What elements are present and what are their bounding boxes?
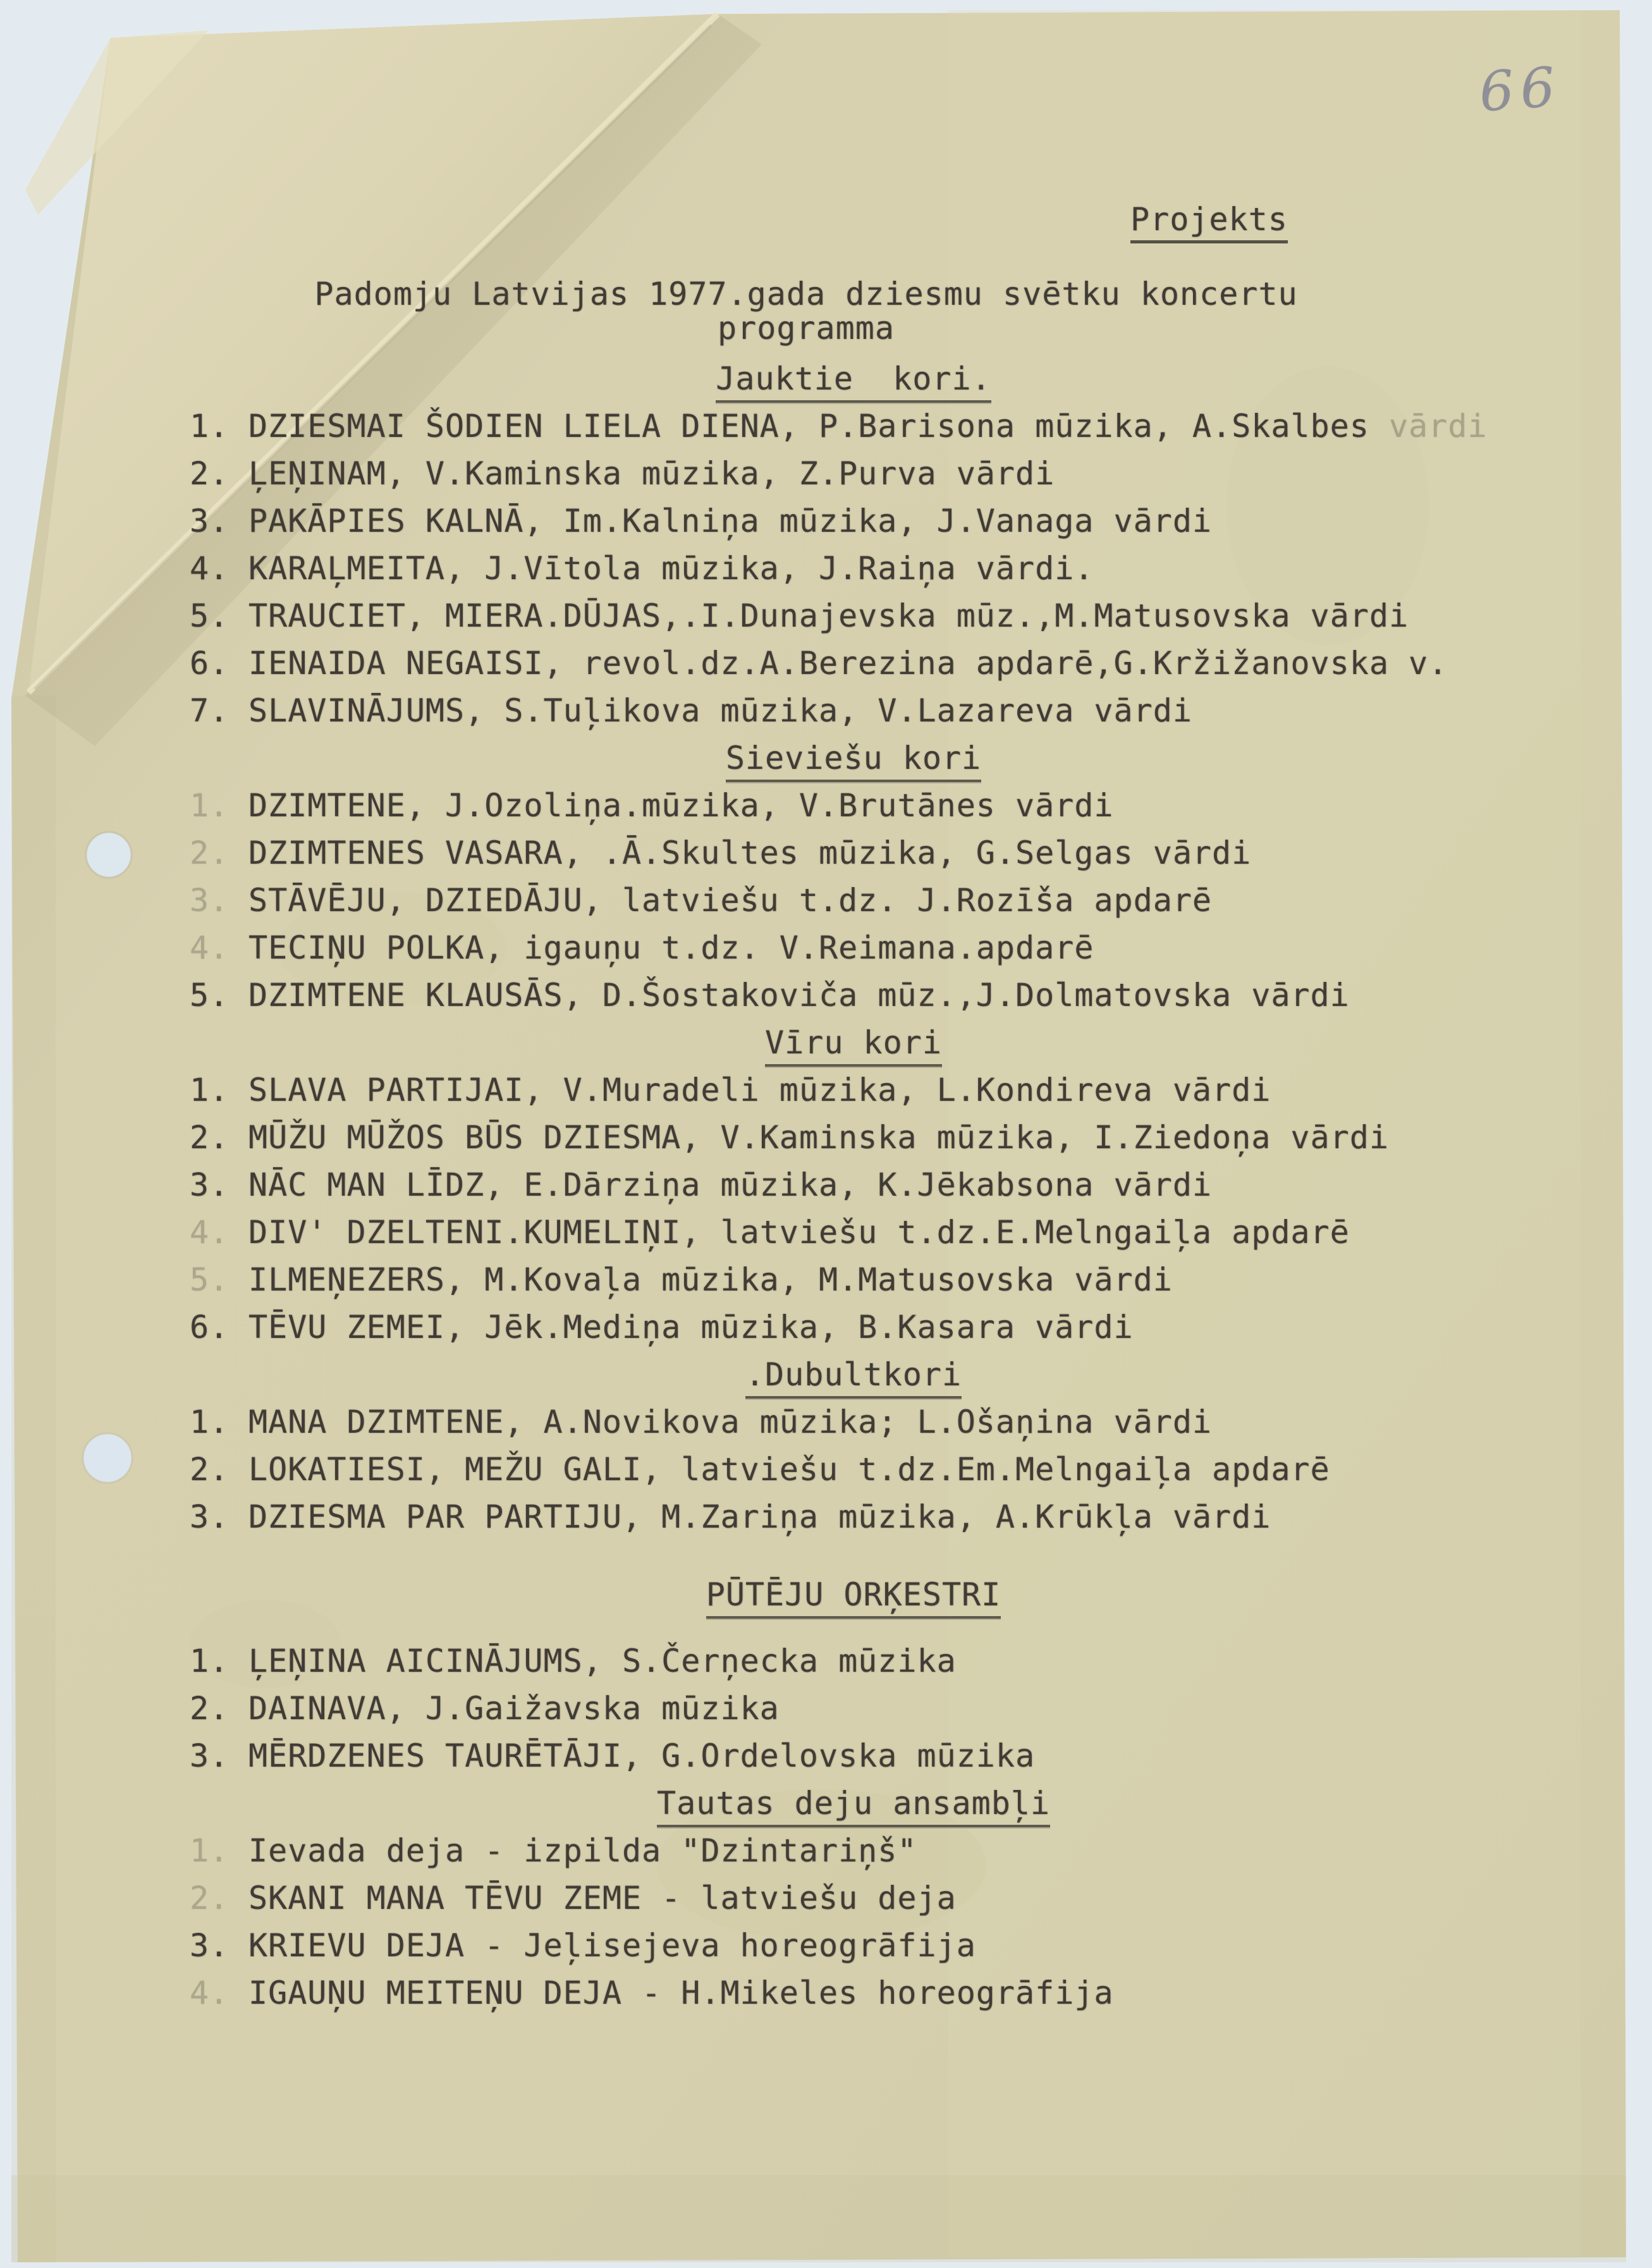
program-item — [190, 640, 1517, 687]
item-text: DZIESMA PAR PARTIJU, M.Zariņa mūzika, A.Krūkļa vārdi — [248, 1499, 1271, 1535]
program-item — [190, 687, 1517, 735]
item-text: KARAĻMEITA, J.Vītola mūzika, J.Raiņa vārdi. — [248, 550, 1094, 587]
section-header-line — [190, 1019, 1517, 1067]
item-number: 4. — [190, 929, 229, 966]
item-text: SLAVA PARTIJAI, V.Muradeli mūzika, L.Kondireva vārdi — [248, 1072, 1271, 1108]
item-text: STĀVĒJU, DZIEDĀJU, latviešu t.dz. J.Rozīša apdarē — [248, 882, 1213, 919]
item-text: MĒRDZENES TAURĒTĀJI, G.Ordelovska mūzika — [248, 1738, 1036, 1774]
program-item — [190, 782, 1517, 830]
program-item — [190, 1685, 1517, 1732]
item-number: 1. — [190, 1832, 229, 1869]
program-item — [190, 1446, 1517, 1493]
item-text: DZIMTENE, J.Ozoliņa.mūzika, V.Brutānes vārdi — [248, 787, 1114, 824]
title-line-2: programma — [718, 310, 895, 346]
item-text: DZIESMAI ŠODIEN LIELA DIENA, P.Barisona mūzika, A.Skalbes — [248, 408, 1389, 444]
item-number: 5. — [190, 1261, 229, 1298]
program-item — [190, 830, 1517, 877]
item-text: Ievada deja - izpilda "Dzintariņš" — [248, 1832, 917, 1869]
item-text: NĀC MAN LĪDZ, E.Dārziņa mūzika, K.Jēkabsona vārdi — [248, 1167, 1213, 1203]
program-item — [190, 1732, 1517, 1780]
item-number: 2. — [190, 1451, 229, 1488]
item-number: 3. — [190, 1499, 229, 1535]
item-text: ĻEŅINA AICINĀJUMS, S.Čerņecka mūzika — [248, 1643, 957, 1679]
item-number: 4. — [190, 1975, 229, 2011]
item-text: ĻEŅINAM, V.Kaminska mūzika, Z.Purva vārdi — [248, 455, 1055, 492]
item-number: 1. — [190, 787, 229, 824]
program-item — [190, 1256, 1517, 1304]
item-number: 3. — [190, 503, 229, 539]
item-text: MŪŽU MŪŽOS BŪS DZIESMA, V.Kaminska mūzika, I.Ziedoņa vārdi — [248, 1119, 1389, 1156]
item-number: 4. — [190, 1214, 229, 1251]
program-item — [190, 1067, 1517, 1114]
item-text: SKANI MANA TĒVU ZEME - latviešu deja — [248, 1880, 957, 1916]
program-item — [190, 1304, 1517, 1351]
item-number: 5. — [190, 977, 229, 1014]
section-header-line — [190, 1571, 1517, 1619]
program-item — [190, 924, 1517, 972]
item-number: 2. — [190, 1880, 229, 1916]
item-number: 1. — [190, 408, 229, 444]
section-header: Sieviešu kori — [726, 737, 981, 782]
program-item — [190, 1399, 1517, 1446]
program-sections — [190, 355, 1517, 2017]
item-number: 3. — [190, 882, 229, 919]
item-number: 5. — [190, 598, 229, 634]
program-item — [190, 1638, 1517, 1685]
section-header: Tautas deju ansambļi — [657, 1782, 1050, 1827]
item-text: SLAVINĀJUMS, S.Tuļikova mūzika, V.Lazareva vārdi — [248, 692, 1192, 729]
item-text: DIV' DZELTENI.KUMELIŅI, latviešu t.dz.E.Melngaiļa apdarē — [248, 1214, 1350, 1251]
program-item — [190, 1114, 1517, 1162]
program-item — [190, 545, 1517, 592]
program-item — [190, 1875, 1517, 1922]
program-item — [190, 1209, 1517, 1256]
item-number: 1. — [190, 1072, 229, 1108]
item-number: 1. — [190, 1643, 229, 1679]
program-item — [190, 403, 1517, 450]
item-text: TĒVU ZEMEI, Jēk.Mediņa mūzika, B.Kasara vārdi — [248, 1309, 1134, 1345]
item-number: 1. — [190, 1404, 229, 1440]
item-text-tail: vārdi — [1388, 408, 1488, 444]
section-header: .Dubultkori — [745, 1354, 962, 1399]
document-label-projekts: Projekts — [1130, 201, 1288, 243]
program-item — [190, 972, 1517, 1019]
section-header: PŪTĒJU ORĶESTRI — [706, 1574, 1001, 1619]
section-header: Jauktie kori. — [716, 358, 991, 403]
item-text: KRIEVU DEJA - Jeļisejeva horeogrāfija — [248, 1927, 976, 1964]
program-item — [190, 877, 1517, 924]
program-item — [190, 450, 1517, 498]
item-number: 2. — [190, 1690, 229, 1727]
item-text: LOKATIESI, MEŽU GALI, latviešu t.dz.Em.Melngaiļa apdarē — [248, 1451, 1330, 1488]
item-number: 3. — [190, 1738, 229, 1774]
item-number: 6. — [190, 645, 229, 682]
program-item — [190, 1922, 1517, 1970]
item-number: 3. — [190, 1927, 229, 1964]
section-header-line — [190, 1780, 1517, 1827]
item-text: MANA DZIMTENE, A.Novikova mūzika; L.Ošaņina vārdi — [248, 1404, 1213, 1440]
item-text: ILMEŅEZERS, M.Kovaļa mūzika, M.Matusovska vārdi — [248, 1261, 1173, 1298]
program-item — [190, 592, 1517, 640]
item-number: 2. — [190, 455, 229, 492]
program-item — [190, 1827, 1517, 1875]
section-header-line — [190, 735, 1517, 782]
item-number: 3. — [190, 1167, 229, 1203]
item-text: DAINAVA, J.Gaižavska mūzika — [248, 1690, 780, 1727]
section-header: Vīru kori — [765, 1022, 942, 1067]
item-text: TRAUCIET, MIERA.DŪJAS,.I.Dunajevska mūz.,M.Matusovska vārdi — [248, 598, 1409, 634]
item-text: IGAUŅU MEITEŅU DEJA - H.Mikeles horeogrāfija — [248, 1975, 1114, 2011]
document-title — [190, 277, 1423, 345]
item-number: 2. — [190, 1119, 229, 1156]
program-item — [190, 1493, 1517, 1541]
page-number-handwritten: 66 — [1477, 55, 1563, 125]
section-header-line — [190, 355, 1517, 403]
item-number: 2. — [190, 835, 229, 871]
program-item — [190, 498, 1517, 545]
item-number: 7. — [190, 692, 229, 729]
section-header-line — [190, 1351, 1517, 1399]
item-number: 4. — [190, 550, 229, 587]
program-item — [190, 1970, 1517, 2017]
item-number: 6. — [190, 1309, 229, 1345]
item-text: DZIMTENES VASARA, .Ā.Skultes mūzika, G.Selgas vārdi — [248, 835, 1252, 871]
program-item — [190, 1162, 1517, 1209]
item-text: IENAIDA NEGAISI, revol.dz.A.Berezina apdarē,G.Kržižanovska v. — [248, 645, 1448, 682]
item-text: TECIŅU POLKA, igauņu t.dz. V.Reimana.apdarē — [248, 929, 1094, 966]
item-text: DZIMTENE KLAUSĀS, D.Šostakoviča mūz.,J.Dolmatovska vārdi — [248, 977, 1350, 1014]
item-text: PAKĀPIES KALNĀ, Im.Kalniņa mūzika, J.Vanaga vārdi — [248, 503, 1213, 539]
title-line-1: Padomju Latvijas 1977.gada dziesmu svētku koncertu — [314, 276, 1298, 312]
